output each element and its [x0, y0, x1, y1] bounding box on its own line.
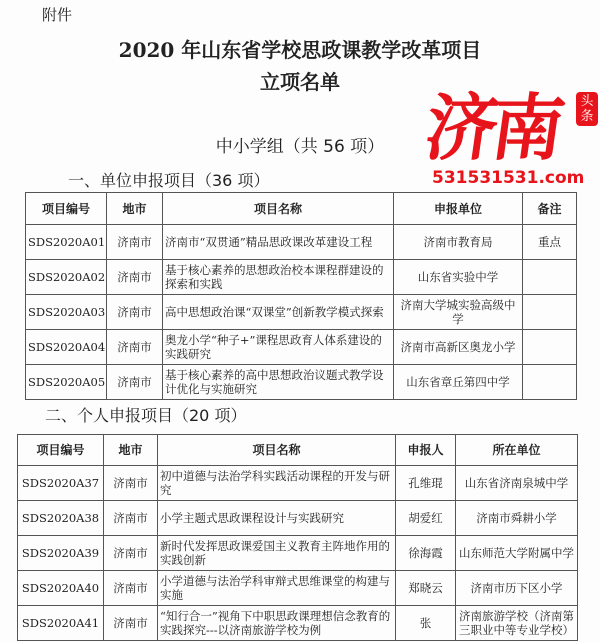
table-cell: 济南市 [104, 536, 158, 571]
group-title: 中小学组（共 56 项） [215, 137, 385, 157]
table-cell: 济南市高新区奥龙小学 [394, 330, 523, 365]
table-cell: 济南市 [104, 606, 158, 641]
table-cell: 张 [396, 606, 456, 641]
table-cell: “知行合一”视角下中职思政课理想信念教育的实践探究---以济南旅游学校为例 [158, 606, 396, 641]
table-cell: 徐海霞 [396, 536, 456, 571]
table-row [26, 295, 577, 330]
table-cell [523, 295, 577, 330]
table-cell: 济南市 [104, 501, 158, 536]
table-row [26, 225, 577, 260]
table-cell [523, 330, 577, 365]
header-cell: 项目编号 [26, 193, 107, 225]
document-title-line2: 立项名单 [260, 70, 340, 94]
attachment-label: 附件 [42, 6, 73, 24]
table-cell: 济南市 [107, 295, 163, 330]
header-cell: 项目名称 [163, 193, 394, 225]
table-cell: 小学主题式思政课程设计与实践研究 [158, 501, 396, 536]
table-cell: 新时代发挥思政课爱国主义教育主阵地作用的实践创新 [158, 536, 396, 571]
table-row [18, 536, 578, 571]
table-cell: 胡爱红 [396, 501, 456, 536]
table-cell: SDS2020A40 [18, 571, 104, 606]
table-cell: SDS2020A03 [26, 295, 107, 330]
table-cell: 郑晓云 [396, 571, 456, 606]
table-cell [523, 365, 577, 400]
table-cell: 初中道德与法治学科实践活动课程的开发与研究 [158, 466, 396, 501]
table-cell: SDS2020A02 [26, 260, 107, 295]
table-cell: SDS2020A38 [18, 501, 104, 536]
document-title: 2020 年山东省学校思政课教学改革项目 [118, 38, 482, 62]
table-cell: 济南市 [107, 330, 163, 365]
table-cell: SDS2020A37 [18, 466, 104, 501]
table-cell: 山东省章丘第四中学 [394, 365, 523, 400]
table-cell: 济南市 [107, 365, 163, 400]
table-row [18, 501, 578, 536]
individual-projects-table [17, 434, 578, 641]
header-cell: 项目名称 [158, 435, 396, 466]
table-cell: 基于核心素养的思想政治校本课程群建设的探索和实践 [163, 260, 394, 295]
table-cell: 济南市“双贯通”精品思政课改革建设工程 [163, 225, 394, 260]
table-cell: 基于核心素养的高中思想政治议题式教学设计优化与实施研究 [163, 365, 394, 400]
table-cell: 济南旅游学校（济南第三职业中等专业学校） [456, 606, 578, 641]
table-cell: 山东省济南泉城中学 [456, 466, 578, 501]
header-cell: 地市 [107, 193, 163, 225]
table-row [18, 571, 578, 606]
watermark-logo-text: 济南 [420, 86, 564, 170]
table-row [26, 260, 577, 295]
table-cell: 重点 [523, 225, 577, 260]
section1-heading: 一、单位申报项目（36 项） [68, 171, 270, 190]
header-cell: 备注 [523, 193, 577, 225]
table-cell [523, 260, 577, 295]
table-cell: 山东师范大学附属中学 [456, 536, 578, 571]
header-cell: 申报单位 [394, 193, 523, 225]
table-cell: 高中思想政治课“双课堂”创新教学模式探索 [163, 295, 394, 330]
table-cell: SDS2020A01 [26, 225, 107, 260]
table-cell: 济南市 [107, 260, 163, 295]
table-cell: 济南市 [104, 466, 158, 501]
table-cell: 济南市舜耕小学 [456, 501, 578, 536]
table-cell: 奥龙小学“种子+”课程思政育人体系建设的实践研究 [163, 330, 394, 365]
header-cell: 申报人 [396, 435, 456, 466]
table-cell: 济南大学城实验高级中学 [394, 295, 523, 330]
table-cell: 孔维琨 [396, 466, 456, 501]
table-header-row [18, 435, 578, 466]
table-row [26, 365, 577, 400]
table-cell: SDS2020A41 [18, 606, 104, 641]
table-cell: 济南市教育局 [394, 225, 523, 260]
table-row [26, 330, 577, 365]
watermark-url: 531531531.com [432, 168, 585, 188]
table-row [18, 466, 578, 501]
watermark-tag: 头条 [576, 92, 598, 126]
header-cell: 项目编号 [18, 435, 104, 466]
table-cell: 济南市历下区小学 [456, 571, 578, 606]
table-cell: 小学道德与法治学科审辩式思维课堂的构建与实施 [158, 571, 396, 606]
section2-heading: 二、个人申报项目（20 项） [45, 406, 247, 425]
unit-projects-table [25, 192, 577, 400]
table-cell: SDS2020A05 [26, 365, 107, 400]
header-cell: 地市 [104, 435, 158, 466]
table-cell: 山东省实验中学 [394, 260, 523, 295]
table-header-row [26, 193, 577, 225]
table-row [18, 606, 578, 641]
table-cell: SDS2020A39 [18, 536, 104, 571]
table-cell: 济南市 [104, 571, 158, 606]
table-cell: 济南市 [107, 225, 163, 260]
header-cell: 所在单位 [456, 435, 578, 466]
table-cell: SDS2020A04 [26, 330, 107, 365]
